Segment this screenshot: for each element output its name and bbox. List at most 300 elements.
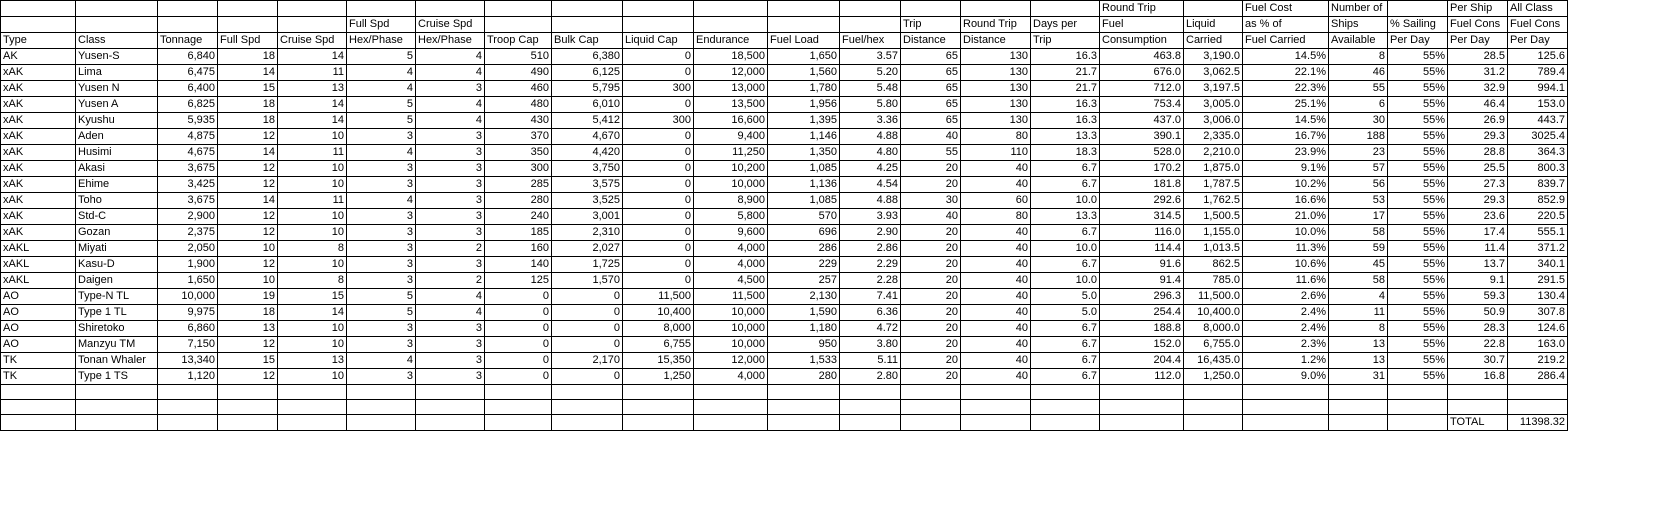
table-cell[interactable]: 1,500.5 — [1184, 209, 1243, 225]
table-cell[interactable]: xAK — [1, 161, 76, 177]
table-cell[interactable]: 8,000 — [623, 321, 694, 337]
table-cell[interactable]: 15 — [218, 353, 278, 369]
header-cell[interactable]: Fuel Cons — [1448, 17, 1508, 33]
table-cell[interactable]: 55% — [1388, 225, 1448, 241]
table-cell[interactable]: 22.8 — [1448, 337, 1508, 353]
table-cell[interactable]: 364.3 — [1508, 145, 1568, 161]
table-cell[interactable]: xAK — [1, 65, 76, 81]
table-cell[interactable]: 32.9 — [1448, 81, 1508, 97]
table-cell[interactable]: 3,525 — [552, 193, 623, 209]
table-cell[interactable]: 10.2% — [1243, 177, 1329, 193]
table-cell[interactable]: 0 — [623, 209, 694, 225]
table-cell[interactable]: 8,900 — [694, 193, 768, 209]
header-cell[interactable] — [218, 17, 278, 33]
table-cell[interactable]: 350 — [485, 145, 552, 161]
table-cell[interactable]: 21.7 — [1031, 65, 1100, 81]
table-cell[interactable]: 8 — [1329, 321, 1388, 337]
header-cell[interactable] — [278, 17, 347, 33]
header-cell[interactable]: as % of — [1243, 17, 1329, 33]
table-cell[interactable]: 13 — [1329, 337, 1388, 353]
table-cell[interactable]: 4 — [347, 193, 416, 209]
table-cell[interactable]: 0 — [552, 305, 623, 321]
table-cell[interactable]: 3,001 — [552, 209, 623, 225]
header-cell[interactable]: Number of — [1329, 1, 1388, 17]
empty-cell[interactable] — [694, 400, 768, 415]
table-cell[interactable]: Manzyu TM — [76, 337, 158, 353]
table-cell[interactable]: 130 — [961, 49, 1031, 65]
table-cell[interactable]: 91.4 — [1100, 273, 1184, 289]
table-cell[interactable]: 55% — [1388, 273, 1448, 289]
table-cell[interactable]: 55 — [1329, 81, 1388, 97]
table-cell[interactable]: 20 — [901, 241, 961, 257]
table-cell[interactable]: 204.4 — [1100, 353, 1184, 369]
table-cell[interactable]: 65 — [901, 65, 961, 81]
header-cell[interactable]: Fuel Carried — [1243, 33, 1329, 49]
table-cell[interactable]: 30.7 — [1448, 353, 1508, 369]
table-cell[interactable]: 2.90 — [840, 225, 901, 241]
table-cell[interactable]: 2,210.0 — [1184, 145, 1243, 161]
empty-cell[interactable] — [901, 385, 961, 400]
table-cell[interactable]: 370 — [485, 129, 552, 145]
empty-cell[interactable] — [1243, 400, 1329, 415]
table-cell[interactable]: 6,400 — [158, 81, 218, 97]
table-cell[interactable]: 220.5 — [1508, 209, 1568, 225]
empty-cell[interactable] — [278, 415, 347, 431]
table-cell[interactable]: 55 — [901, 145, 961, 161]
table-cell[interactable]: AO — [1, 305, 76, 321]
table-cell[interactable]: 6,125 — [552, 65, 623, 81]
table-cell[interactable]: 181.8 — [1100, 177, 1184, 193]
empty-cell[interactable] — [158, 385, 218, 400]
table-cell[interactable]: Ehime — [76, 177, 158, 193]
table-cell[interactable]: xAK — [1, 81, 76, 97]
header-cell[interactable]: Endurance — [694, 33, 768, 49]
table-cell[interactable]: 4,875 — [158, 129, 218, 145]
table-cell[interactable]: 11,500 — [623, 289, 694, 305]
table-cell[interactable]: 55% — [1388, 161, 1448, 177]
table-cell[interactable]: 26.9 — [1448, 113, 1508, 129]
table-cell[interactable]: 1,725 — [552, 257, 623, 273]
table-cell[interactable]: 40 — [901, 209, 961, 225]
table-cell[interactable]: 4.88 — [840, 193, 901, 209]
table-cell[interactable]: 18.3 — [1031, 145, 1100, 161]
table-cell[interactable]: 11 — [1329, 305, 1388, 321]
table-cell[interactable]: Kyushu — [76, 113, 158, 129]
table-cell[interactable]: 3,675 — [158, 193, 218, 209]
table-cell[interactable]: 18 — [218, 97, 278, 113]
table-cell[interactable]: 163.0 — [1508, 337, 1568, 353]
table-cell[interactable]: 58 — [1329, 273, 1388, 289]
empty-cell[interactable] — [901, 400, 961, 415]
header-cell[interactable] — [218, 1, 278, 17]
table-cell[interactable]: 3,750 — [552, 161, 623, 177]
table-cell[interactable]: 3 — [347, 129, 416, 145]
table-cell[interactable]: 9,600 — [694, 225, 768, 241]
table-cell[interactable]: 3,005.0 — [1184, 97, 1243, 113]
table-cell[interactable]: 23 — [1329, 145, 1388, 161]
header-cell[interactable]: Hex/Phase — [416, 33, 485, 49]
table-cell[interactable]: 712.0 — [1100, 81, 1184, 97]
table-cell[interactable]: 5.0 — [1031, 305, 1100, 321]
table-cell[interactable]: 3.57 — [840, 49, 901, 65]
table-cell[interactable]: 3 — [347, 321, 416, 337]
table-cell[interactable]: 22.1% — [1243, 65, 1329, 81]
table-cell[interactable]: 789.4 — [1508, 65, 1568, 81]
table-cell[interactable]: 4 — [347, 65, 416, 81]
table-cell[interactable]: 6.7 — [1031, 369, 1100, 385]
table-cell[interactable]: 27.3 — [1448, 177, 1508, 193]
table-cell[interactable]: 5,935 — [158, 113, 218, 129]
table-cell[interactable]: 16.3 — [1031, 49, 1100, 65]
table-cell[interactable]: 25.1% — [1243, 97, 1329, 113]
table-cell[interactable]: 9,975 — [158, 305, 218, 321]
table-cell[interactable]: 463.8 — [1100, 49, 1184, 65]
table-cell[interactable]: xAKL — [1, 241, 76, 257]
empty-cell[interactable] — [218, 385, 278, 400]
header-cell[interactable]: Hex/Phase — [347, 33, 416, 49]
empty-cell[interactable] — [1329, 415, 1388, 431]
table-cell[interactable]: 0 — [623, 241, 694, 257]
table-cell[interactable]: 0 — [623, 129, 694, 145]
table-cell[interactable]: 4.72 — [840, 321, 901, 337]
table-cell[interactable]: 254.4 — [1100, 305, 1184, 321]
table-cell[interactable]: 0 — [485, 353, 552, 369]
table-cell[interactable]: 170.2 — [1100, 161, 1184, 177]
table-cell[interactable]: 3,675 — [158, 161, 218, 177]
table-cell[interactable]: 3.36 — [840, 113, 901, 129]
table-cell[interactable]: 839.7 — [1508, 177, 1568, 193]
table-cell[interactable]: xAK — [1, 225, 76, 241]
table-cell[interactable]: 9.1% — [1243, 161, 1329, 177]
table-cell[interactable]: 56 — [1329, 177, 1388, 193]
table-cell[interactable]: 10,000 — [158, 289, 218, 305]
table-cell[interactable]: 2,375 — [158, 225, 218, 241]
table-cell[interactable]: 10 — [278, 225, 347, 241]
header-cell[interactable]: Full Spd — [347, 17, 416, 33]
table-cell[interactable]: 4.80 — [840, 145, 901, 161]
table-cell[interactable]: 314.5 — [1100, 209, 1184, 225]
empty-cell[interactable] — [347, 385, 416, 400]
table-cell[interactable]: 0 — [623, 49, 694, 65]
table-cell[interactable]: 20 — [901, 177, 961, 193]
table-cell[interactable]: 4 — [416, 49, 485, 65]
table-cell[interactable]: 12 — [218, 129, 278, 145]
empty-cell[interactable] — [76, 415, 158, 431]
table-cell[interactable]: 10 — [278, 369, 347, 385]
table-cell[interactable]: 2.6% — [1243, 289, 1329, 305]
empty-cell[interactable] — [768, 385, 840, 400]
table-cell[interactable]: 3 — [347, 161, 416, 177]
table-cell[interactable]: 10,000 — [694, 177, 768, 193]
empty-cell[interactable] — [552, 415, 623, 431]
table-cell[interactable]: 3 — [347, 273, 416, 289]
table-cell[interactable]: 55% — [1388, 289, 1448, 305]
table-cell[interactable]: 6.7 — [1031, 177, 1100, 193]
empty-cell[interactable] — [768, 400, 840, 415]
empty-cell[interactable] — [1031, 415, 1100, 431]
empty-cell[interactable] — [1388, 415, 1448, 431]
table-cell[interactable]: 55% — [1388, 193, 1448, 209]
empty-cell[interactable] — [1100, 385, 1184, 400]
table-cell[interactable]: 15 — [278, 289, 347, 305]
table-cell[interactable]: 480 — [485, 97, 552, 113]
table-cell[interactable]: 6,380 — [552, 49, 623, 65]
table-cell[interactable]: 2.80 — [840, 369, 901, 385]
header-cell[interactable] — [1031, 1, 1100, 17]
table-cell[interactable]: 1,250 — [623, 369, 694, 385]
header-cell[interactable] — [840, 17, 901, 33]
empty-cell[interactable] — [623, 400, 694, 415]
empty-cell[interactable] — [1100, 400, 1184, 415]
table-cell[interactable]: 55% — [1388, 369, 1448, 385]
header-cell[interactable] — [623, 17, 694, 33]
empty-cell[interactable] — [76, 385, 158, 400]
table-cell[interactable]: 11.6% — [1243, 273, 1329, 289]
table-cell[interactable]: 40 — [961, 289, 1031, 305]
table-cell[interactable]: 20 — [901, 289, 961, 305]
table-cell[interactable]: 55% — [1388, 353, 1448, 369]
table-cell[interactable]: 280 — [768, 369, 840, 385]
table-cell[interactable]: Gozan — [76, 225, 158, 241]
table-cell[interactable]: Yusen N — [76, 81, 158, 97]
table-cell[interactable]: 15,350 — [623, 353, 694, 369]
table-cell[interactable]: 3 — [416, 257, 485, 273]
table-cell[interactable]: 1,120 — [158, 369, 218, 385]
table-cell[interactable]: 18 — [218, 305, 278, 321]
table-cell[interactable]: 3 — [347, 369, 416, 385]
table-cell[interactable]: 1,787.5 — [1184, 177, 1243, 193]
table-cell[interactable]: 10.0% — [1243, 225, 1329, 241]
table-cell[interactable]: 4,000 — [694, 241, 768, 257]
empty-cell[interactable] — [1508, 385, 1568, 400]
empty-cell[interactable] — [840, 385, 901, 400]
table-cell[interactable]: 12 — [218, 369, 278, 385]
table-cell[interactable]: 59.3 — [1448, 289, 1508, 305]
table-cell[interactable]: 15 — [218, 81, 278, 97]
table-cell[interactable]: 20 — [901, 273, 961, 289]
header-cell[interactable]: Class — [76, 33, 158, 49]
table-cell[interactable]: 570 — [768, 209, 840, 225]
table-cell[interactable]: 2,900 — [158, 209, 218, 225]
table-cell[interactable]: 65 — [901, 81, 961, 97]
empty-cell[interactable] — [1031, 385, 1100, 400]
table-cell[interactable]: 6,755 — [623, 337, 694, 353]
empty-cell[interactable] — [158, 415, 218, 431]
table-cell[interactable]: 13 — [1329, 353, 1388, 369]
table-cell[interactable]: 130 — [961, 65, 1031, 81]
empty-cell[interactable] — [1184, 400, 1243, 415]
table-cell[interactable]: 17.4 — [1448, 225, 1508, 241]
table-cell[interactable]: xAK — [1, 145, 76, 161]
table-cell[interactable]: 18 — [218, 113, 278, 129]
table-cell[interactable]: 40 — [961, 273, 1031, 289]
empty-cell[interactable] — [694, 385, 768, 400]
header-cell[interactable]: Per Ship — [1448, 1, 1508, 17]
table-cell[interactable]: 125 — [485, 273, 552, 289]
table-cell[interactable]: Yusen A — [76, 97, 158, 113]
table-cell[interactable]: 3.93 — [840, 209, 901, 225]
empty-cell[interactable] — [1448, 385, 1508, 400]
table-cell[interactable]: 40 — [961, 337, 1031, 353]
table-cell[interactable]: 371.2 — [1508, 241, 1568, 257]
table-cell[interactable]: 7.41 — [840, 289, 901, 305]
empty-cell[interactable] — [278, 385, 347, 400]
table-cell[interactable]: 10.6% — [1243, 257, 1329, 273]
table-cell[interactable]: Husimi — [76, 145, 158, 161]
table-cell[interactable]: 2 — [416, 241, 485, 257]
table-cell[interactable]: 390.1 — [1100, 129, 1184, 145]
table-cell[interactable]: 0 — [623, 97, 694, 113]
table-cell[interactable]: 130 — [961, 81, 1031, 97]
table-cell[interactable]: 19 — [218, 289, 278, 305]
table-cell[interactable]: 1,570 — [552, 273, 623, 289]
table-cell[interactable]: 2.29 — [840, 257, 901, 273]
table-cell[interactable]: 0 — [485, 337, 552, 353]
table-cell[interactable]: 10 — [278, 257, 347, 273]
table-cell[interactable]: 10.0 — [1031, 193, 1100, 209]
table-cell[interactable]: 862.5 — [1184, 257, 1243, 273]
empty-cell[interactable] — [1031, 400, 1100, 415]
table-cell[interactable]: 13,500 — [694, 97, 768, 113]
table-cell[interactable]: 219.2 — [1508, 353, 1568, 369]
table-cell[interactable]: 5.48 — [840, 81, 901, 97]
table-cell[interactable]: 110 — [961, 145, 1031, 161]
table-cell[interactable]: 58 — [1329, 225, 1388, 241]
header-cell[interactable] — [768, 17, 840, 33]
table-cell[interactable]: 21.0% — [1243, 209, 1329, 225]
table-cell[interactable]: 20 — [901, 321, 961, 337]
table-cell[interactable]: 13.3 — [1031, 129, 1100, 145]
table-cell[interactable]: Lima — [76, 65, 158, 81]
table-cell[interactable]: 40 — [961, 369, 1031, 385]
table-cell[interactable]: 9.1 — [1448, 273, 1508, 289]
table-cell[interactable]: 10 — [278, 177, 347, 193]
table-cell[interactable]: 3025.4 — [1508, 129, 1568, 145]
empty-cell[interactable] — [1448, 400, 1508, 415]
table-cell[interactable]: 130.4 — [1508, 289, 1568, 305]
header-cell[interactable] — [158, 1, 218, 17]
table-cell[interactable]: 14 — [278, 305, 347, 321]
empty-cell[interactable] — [1184, 415, 1243, 431]
table-cell[interactable]: 300 — [623, 113, 694, 129]
table-cell[interactable]: 4,420 — [552, 145, 623, 161]
table-cell[interactable]: 5.0 — [1031, 289, 1100, 305]
table-cell[interactable]: 12 — [218, 337, 278, 353]
empty-cell[interactable] — [1243, 385, 1329, 400]
empty-cell[interactable] — [218, 400, 278, 415]
empty-cell[interactable] — [840, 415, 901, 431]
table-cell[interactable]: 10.0 — [1031, 241, 1100, 257]
table-cell[interactable]: 10,000 — [694, 337, 768, 353]
header-cell[interactable] — [416, 1, 485, 17]
table-cell[interactable]: 4.88 — [840, 129, 901, 145]
table-cell[interactable]: 2,335.0 — [1184, 129, 1243, 145]
table-cell[interactable]: 3 — [416, 369, 485, 385]
table-cell[interactable]: 20 — [901, 353, 961, 369]
empty-cell[interactable] — [416, 415, 485, 431]
header-cell[interactable] — [1, 1, 76, 17]
table-cell[interactable]: 240 — [485, 209, 552, 225]
table-cell[interactable]: 0 — [485, 305, 552, 321]
table-cell[interactable]: xAK — [1, 97, 76, 113]
table-cell[interactable]: 285 — [485, 177, 552, 193]
table-cell[interactable]: 188 — [1329, 129, 1388, 145]
table-cell[interactable]: 12 — [218, 161, 278, 177]
table-cell[interactable]: 4,000 — [694, 257, 768, 273]
table-cell[interactable]: 0 — [552, 369, 623, 385]
table-cell[interactable]: 3 — [416, 337, 485, 353]
table-cell[interactable]: 13.3 — [1031, 209, 1100, 225]
table-cell[interactable]: 3,006.0 — [1184, 113, 1243, 129]
table-cell[interactable]: 16,435.0 — [1184, 353, 1243, 369]
table-cell[interactable]: 55% — [1388, 97, 1448, 113]
table-cell[interactable]: 31 — [1329, 369, 1388, 385]
table-cell[interactable]: Kasu-D — [76, 257, 158, 273]
table-cell[interactable]: 114.4 — [1100, 241, 1184, 257]
header-cell[interactable]: Days per — [1031, 17, 1100, 33]
table-cell[interactable]: 3 — [416, 145, 485, 161]
table-cell[interactable]: 16.8 — [1448, 369, 1508, 385]
table-cell[interactable]: 229 — [768, 257, 840, 273]
table-cell[interactable]: 55% — [1388, 81, 1448, 97]
table-cell[interactable]: 55% — [1388, 321, 1448, 337]
table-cell[interactable]: 6.7 — [1031, 337, 1100, 353]
table-cell[interactable]: 16.6% — [1243, 193, 1329, 209]
table-cell[interactable]: 0 — [552, 321, 623, 337]
table-cell[interactable]: 2,027 — [552, 241, 623, 257]
table-cell[interactable]: 40 — [961, 321, 1031, 337]
table-cell[interactable]: 11 — [278, 65, 347, 81]
table-cell[interactable]: 994.1 — [1508, 81, 1568, 97]
table-cell[interactable]: 9,400 — [694, 129, 768, 145]
table-cell[interactable]: 10,000 — [694, 305, 768, 321]
header-cell[interactable]: Fuel Cost — [1243, 1, 1329, 17]
table-cell[interactable]: 16.3 — [1031, 97, 1100, 113]
table-cell[interactable]: Type-N TL — [76, 289, 158, 305]
table-cell[interactable]: 55% — [1388, 257, 1448, 273]
table-cell[interactable]: 40 — [961, 161, 1031, 177]
header-cell[interactable]: Type — [1, 33, 76, 49]
table-cell[interactable]: TK — [1, 369, 76, 385]
table-cell[interactable]: 437.0 — [1100, 113, 1184, 129]
table-cell[interactable]: 4 — [347, 145, 416, 161]
table-cell[interactable]: 0 — [552, 337, 623, 353]
table-cell[interactable]: 55% — [1388, 49, 1448, 65]
table-cell[interactable]: 300 — [623, 81, 694, 97]
table-cell[interactable]: 14.5% — [1243, 113, 1329, 129]
empty-cell[interactable] — [1329, 400, 1388, 415]
table-cell[interactable]: 17 — [1329, 209, 1388, 225]
table-cell[interactable]: 13 — [278, 81, 347, 97]
table-cell[interactable]: 3,425 — [158, 177, 218, 193]
table-cell[interactable]: 11 — [278, 145, 347, 161]
table-cell[interactable]: 12,000 — [694, 353, 768, 369]
table-cell[interactable]: Std-C — [76, 209, 158, 225]
table-cell[interactable]: 6,860 — [158, 321, 218, 337]
table-cell[interactable]: 14 — [278, 49, 347, 65]
table-cell[interactable]: AK — [1, 49, 76, 65]
empty-cell[interactable] — [840, 400, 901, 415]
header-cell[interactable] — [1184, 1, 1243, 17]
table-cell[interactable]: 443.7 — [1508, 113, 1568, 129]
table-cell[interactable]: 3 — [347, 257, 416, 273]
table-cell[interactable]: 528.0 — [1100, 145, 1184, 161]
table-cell[interactable]: Shiretoko — [76, 321, 158, 337]
table-cell[interactable]: 0 — [623, 225, 694, 241]
header-cell[interactable]: % Sailing — [1388, 17, 1448, 33]
header-cell[interactable]: Trip — [1031, 33, 1100, 49]
table-cell[interactable]: 65 — [901, 97, 961, 113]
